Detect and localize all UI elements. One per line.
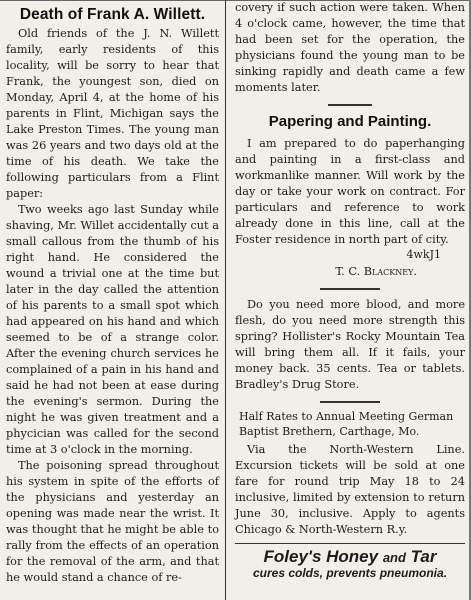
obituary-paragraph-1: Old friends of the J. N. Willett family, early residents of this locality, will be sorry to hear that Frank, the youngest son, died on Monday, April 4, at the home of his parents in Flint, Michigan says the Lake Preston Times. The young man was 26 years and two days old at the time of his death. We take the following particulars from a Flint paper: [6,27,219,200]
obituary-continuation: covery if such action were taken. When 4 o'clock came, however, the time that had been set for the operation, the physicians found the young man to be sinking rapidly and death came a few moments later. [235,1,465,94]
obituary-headline: Death of Frank A. Willett. [19,6,206,23]
notice-body: Via the North-Western Line. Excursion tickets will be sold at one fare for round trip May 18 to 24 inclusive, limited by extension to return June 30, inclusive. Apply to agents Chicago & North-Western R.y. [235,443,465,536]
papering-body: I am prepared to do paperhanging and painting in a first-class and workmanlike manner. Will work by the day or take your work on contract. For particulars and reference to work already done in this line, call at the Foster residence in north part of city. [235,137,465,246]
papering-code-line [235,248,465,264]
section-divider [320,401,380,403]
papering-signature: T. C. Blackney. [335,265,417,278]
foleys-ad-title: Foley's Honey and Tar [263,547,437,566]
notice-title: Half Rates to Annual Meeting German Baptist Brethern, Carthage, Mo. [239,410,454,438]
foleys-ad [235,543,465,580]
tea-ad-body: Do you need more blood, and more flesh, do you need more strength this spring? Hollister's Rocky Mountain Tea will bring them all. If it fails, your money back. 35 cents. Tea or tablets. Bradley's Drug Store. [235,298,465,391]
section-divider [320,288,380,290]
obituary-paragraph-3: The poisoning spread throughout his system in spite of the efforts of the physicians and yesterday an opening was made near the wrist. It was thought that he might be able to rally from the effects of an operation for the removal of the arm, and that he would stand a chance of re- [6,459,219,584]
left-column [0,0,223,600]
papering-code: 4wkJ1 [406,248,441,261]
right-column [228,0,471,600]
column-rule [225,0,226,600]
papering-headline: Papering and Painting. [268,113,432,130]
section-divider [328,104,372,106]
foleys-ad-subtitle: cures colds, prevents pneumonia. [252,566,448,580]
obituary-paragraph-2: Two weeks ago last Sunday while shaving, Mr. Willet accidentally cut a small callous from the thumb of his right hand. He considered the wound a trivial one at the time but later in the day called the attention of his parents to a small spot which had appeared on his hand and which seemed to be of a strange color. After the evening church services he complained of a pain in his hand and said he had not been at ease during the evening's sermon. During the night he was given treatment and a phycician was called for the second time at 3 o'clock in the morning. [6,203,219,456]
